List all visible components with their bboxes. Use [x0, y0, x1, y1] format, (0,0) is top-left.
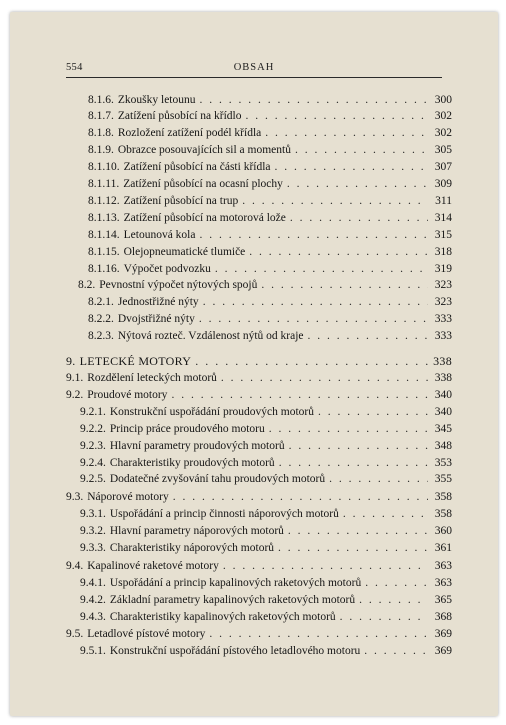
toc-entry-page: 345 — [434, 423, 452, 435]
toc-entry-title: Konstrukční uspořádání proudových motorů — [109, 406, 314, 418]
toc-entry-page: 340 — [434, 406, 452, 418]
dot-leader — [269, 422, 428, 436]
toc-entry-page: 353 — [434, 457, 452, 469]
dot-leader — [279, 456, 428, 470]
toc-entry-number: 9.3. — [66, 491, 84, 503]
toc-entry-title: Kapalinové raketové motory — [87, 560, 219, 572]
toc-entry — [88, 126, 452, 140]
dot-leader — [287, 177, 428, 191]
toc-entry — [88, 262, 452, 276]
toc-entry-number: 8.1.7. — [88, 110, 114, 122]
toc-entry-title: Letadlové pístové motory — [87, 628, 206, 640]
toc-entry-title: Rozdělení leteckých motorů — [87, 372, 217, 384]
toc-entry-title: Základní parametry kapalinových raketových motorů — [109, 594, 356, 606]
toc-entry-number: 9.1. — [66, 372, 84, 384]
toc-entry-page: 348 — [434, 440, 452, 452]
toc-entry — [88, 177, 452, 191]
toc-entry-title: Náporové motory — [87, 491, 169, 503]
toc-entry-number: 8.1.6. — [88, 94, 114, 106]
toc-entry — [88, 211, 452, 225]
dot-leader — [364, 644, 428, 658]
toc-entry-page: 302 — [434, 127, 452, 139]
toc-entry — [88, 160, 452, 174]
toc-entry-title: Jednostřižné nýty — [117, 296, 199, 308]
dot-leader — [249, 245, 428, 259]
toc-entry-title: Uspořádání a princip činnosti náporových motorů — [109, 508, 339, 520]
toc-entry-page: 363 — [434, 560, 452, 572]
dot-leader — [200, 93, 429, 107]
toc-entry-number: 9. — [66, 354, 76, 368]
toc-entry-number: 9.4. — [66, 560, 84, 572]
toc-entry-number: 8.1.16. — [88, 263, 120, 275]
toc-entry-number: 8.2.3. — [88, 330, 114, 342]
toc-entry-title: Hlavní parametry náporových motorů — [109, 525, 284, 537]
toc-entry-page: 369 — [434, 645, 452, 657]
toc-entry-page: 338 — [434, 372, 452, 384]
toc-entry-title: Proudové motory — [87, 389, 168, 401]
toc-entry-title: Zatížení působící na části křídla — [123, 161, 271, 173]
toc-entry-title: Obrazce posouvajících sil a momentů — [117, 144, 291, 156]
toc-entry — [80, 644, 452, 658]
toc-entry-number: 9.2.5. — [80, 473, 106, 485]
dot-leader — [290, 211, 428, 225]
dot-leader — [221, 371, 428, 385]
dot-leader — [245, 109, 428, 123]
toc-entry — [66, 354, 452, 368]
toc-entry-page: 365 — [434, 594, 452, 606]
toc-entry — [66, 371, 452, 385]
toc-entry-page: 323 — [434, 296, 452, 308]
toc-entry-page: 333 — [434, 313, 452, 325]
page-header — [66, 61, 442, 78]
toc-entry-number: 9.2.3. — [80, 440, 106, 452]
dot-leader — [199, 228, 428, 242]
dot-leader — [278, 541, 428, 555]
toc-entry — [80, 610, 452, 624]
toc-entry — [88, 228, 452, 242]
toc-entry-title: Letounová kola — [123, 229, 196, 241]
dot-leader — [203, 295, 428, 309]
toc-entry-title: LETECKÉ MOTORY — [79, 354, 192, 368]
dot-leader — [365, 576, 428, 590]
toc-entry — [80, 524, 452, 538]
toc-entry-number: 9.3.2. — [80, 525, 106, 537]
dot-leader — [223, 559, 428, 573]
toc-entry — [88, 329, 452, 343]
dot-leader — [171, 388, 428, 402]
toc-entry — [66, 490, 452, 504]
toc-entry-number: 9.5. — [66, 628, 84, 640]
toc-entry-number: 9.2.2. — [80, 423, 106, 435]
toc-entry-title: Zatížení působící na motorová lože — [123, 212, 286, 224]
toc-entry-page: 314 — [434, 212, 452, 224]
dot-leader — [340, 610, 428, 624]
toc-entry-number: 9.2. — [66, 389, 84, 401]
toc-entry-number: 8.2.2. — [88, 313, 114, 325]
toc-entry-page: 323 — [434, 279, 452, 291]
toc-entry-page: 340 — [434, 389, 452, 401]
toc-entry — [66, 559, 452, 573]
toc-entry-number: 8.1.8. — [88, 127, 114, 139]
toc-entry-number: 9.2.4. — [80, 457, 106, 469]
toc-entry — [80, 593, 452, 607]
toc-entry — [80, 507, 452, 521]
dot-leader — [275, 160, 428, 174]
dot-leader — [308, 329, 428, 343]
toc-entry-number: 9.4.1. — [80, 577, 106, 589]
dot-leader — [242, 194, 428, 208]
toc-entry-page: 338 — [433, 354, 452, 368]
toc-entry-title: Hlavní parametry proudových motorů — [109, 440, 285, 452]
toc-entry — [80, 541, 452, 555]
toc-entry-title: Konstrukční uspořádání pístového letadlového motoru — [109, 645, 361, 657]
dot-leader — [318, 405, 428, 419]
toc-entry-title: Charakteristiky náporových motorů — [109, 542, 275, 554]
toc-entry-number: 9.2.1. — [80, 406, 106, 418]
toc-entry-number: 8.1.9. — [88, 144, 114, 156]
toc-entry-page: 333 — [434, 330, 452, 342]
toc-entry-title: Charakteristiky proudových motorů — [109, 457, 275, 469]
dot-leader — [329, 472, 428, 486]
toc-entry — [88, 194, 452, 208]
toc-entry-title: Zatížení působící na ocasní plochy — [123, 178, 283, 190]
dot-leader — [173, 490, 428, 504]
toc-entry — [80, 439, 452, 453]
toc-entry-page: 318 — [434, 246, 452, 258]
toc-entry-title: Nýtová rozteč. Vzdálenost nýtů od kraje — [117, 330, 304, 342]
book-page — [10, 12, 498, 716]
dot-leader — [288, 524, 428, 538]
toc-entry — [80, 576, 452, 590]
toc-entry-page: 355 — [434, 473, 452, 485]
toc-entry — [66, 388, 452, 402]
toc-entry-page: 311 — [435, 195, 452, 207]
toc-entry-title: Zatížení působící na trup — [123, 195, 239, 207]
toc-entry-page: 300 — [434, 94, 452, 106]
toc-entry — [78, 278, 452, 292]
toc-entry-number: 8.1.15. — [88, 246, 120, 258]
toc-entry-title: Zkoušky letounu — [117, 94, 196, 106]
dot-leader — [261, 278, 428, 292]
toc-entry — [80, 422, 452, 436]
toc-entry — [80, 472, 452, 486]
dot-leader — [199, 312, 428, 326]
dot-leader — [265, 126, 428, 140]
toc-entry — [88, 93, 452, 107]
toc-entry-title: Dodatečné zvyšování tahu proudových motorů — [109, 473, 326, 485]
toc-entry — [66, 627, 452, 641]
toc-entry-number: 9.3.3. — [80, 542, 106, 554]
dot-leader — [209, 627, 428, 641]
toc-entry-page: 302 — [434, 110, 452, 122]
dot-leader — [359, 593, 428, 607]
dot-leader — [295, 143, 428, 157]
toc-entry — [80, 405, 452, 419]
toc-entry-page: 368 — [434, 611, 452, 623]
toc-entry-number: 9.4.2. — [80, 594, 106, 606]
dot-leader — [343, 507, 428, 521]
toc-entry-page: 369 — [434, 628, 452, 640]
dot-leader — [215, 262, 428, 276]
toc-entry-number: 8.1.14. — [88, 229, 120, 241]
toc-entry — [88, 109, 452, 123]
toc-entry-title: Princip práce proudového motoru — [109, 423, 265, 435]
toc-entry-title: Charakteristiky kapalinových raketových motorů — [109, 611, 336, 623]
toc-entry — [88, 295, 452, 309]
dot-leader — [289, 439, 428, 453]
toc-entry — [88, 245, 452, 259]
dot-leader — [195, 354, 428, 368]
toc-entry-title: Uspořádání a princip kapalinových raketových motorů — [109, 577, 362, 589]
toc-entry-number: 8.2. — [78, 279, 96, 291]
toc-entry-number: 9.4.3. — [80, 611, 106, 623]
toc-entry-page: 319 — [434, 263, 452, 275]
toc-entry-page: 315 — [434, 229, 452, 241]
toc-entry — [80, 456, 452, 470]
toc-entry-number: 8.2.1. — [88, 296, 114, 308]
toc-entry-number: 9.3.1. — [80, 508, 106, 520]
toc-entry-page: 360 — [434, 525, 452, 537]
toc-entry-page: 307 — [434, 161, 452, 173]
toc-entry-number: 8.1.12. — [88, 195, 120, 207]
toc-entry-number: 9.5.1. — [80, 645, 106, 657]
toc-entry-title: Zatížení působící na křídlo — [117, 110, 242, 122]
toc-entry-page: 361 — [434, 542, 452, 554]
toc-entry-title: Olejopneumatické tlumiče — [123, 246, 246, 258]
toc-entry-title: Výpočet podvozku — [123, 263, 211, 275]
toc-entry-title: Rozložení zatížení podél křídla — [117, 127, 262, 139]
toc-entry-number: 8.1.10. — [88, 161, 120, 173]
toc-entry-page: 358 — [434, 491, 452, 503]
running-title: OBSAH — [233, 62, 275, 73]
toc-entry-number: 8.1.11. — [88, 178, 120, 190]
toc-entry — [88, 143, 452, 157]
page-number: 554 — [66, 62, 83, 73]
toc-entry-page: 305 — [434, 144, 452, 156]
toc-entry — [88, 312, 452, 326]
toc-entry-number: 8.1.13. — [88, 212, 120, 224]
toc-entry-title: Pevnostní výpočet nýtových spojů — [99, 279, 258, 291]
toc-entry-title: Dvojstřižné nýty — [117, 313, 195, 325]
toc-entry-page: 358 — [434, 508, 452, 520]
toc-entry-page: 309 — [434, 178, 452, 190]
toc-entry-page: 363 — [434, 577, 452, 589]
